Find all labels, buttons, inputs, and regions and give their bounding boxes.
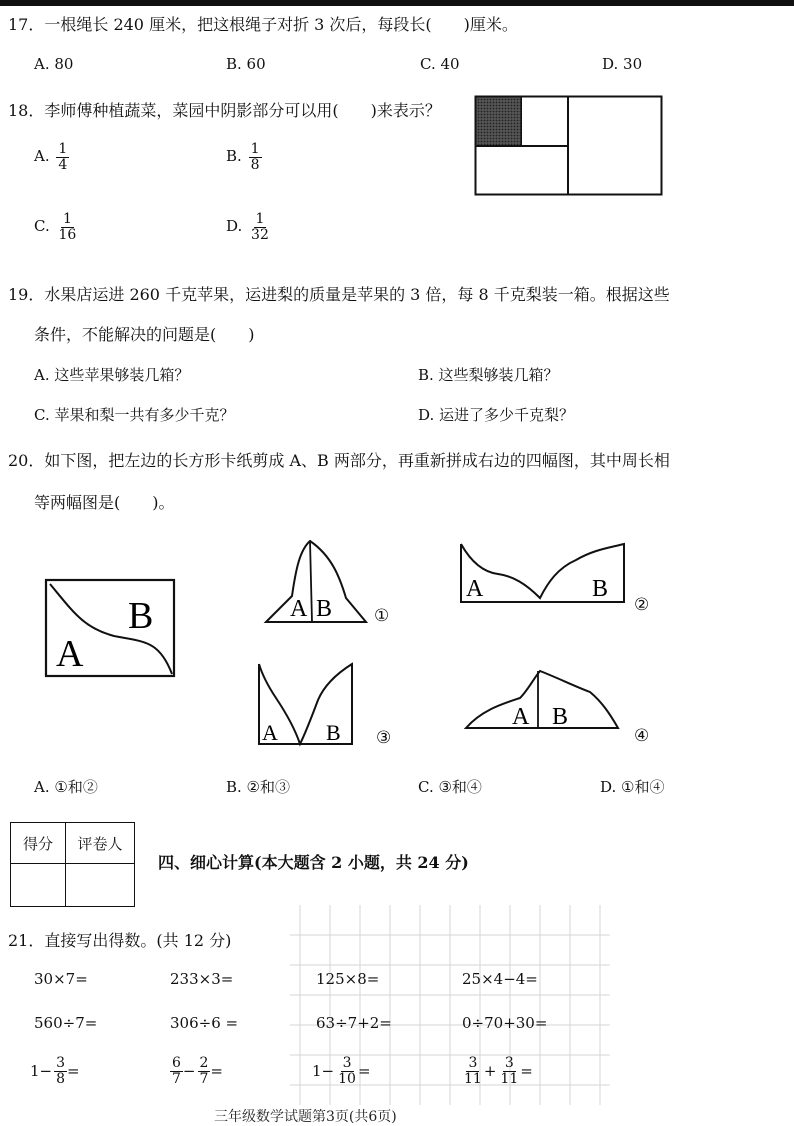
figure-4-a: A [512,704,530,730]
calc-item: 306÷6 = [170,1014,239,1032]
q19-option-c[interactable]: C. 苹果和梨一共有多少千克？ [34,406,235,424]
garden-diagram [474,95,664,197]
q21-stem: 21．直接写出得数。(共 12 分) [8,931,232,950]
piece-b-label: B [128,595,154,637]
calc-item: 30×7= [34,970,88,988]
grader-cell[interactable] [66,864,135,907]
option-label: C. [34,217,50,236]
q20-stem-line2: 等两幅图是( )。 [34,493,175,512]
calc-item-fraction-1: 1− $\frac{3}{8}$ = [30,1055,80,1087]
q19-option-a[interactable]: A. 这些苹果够装几箱？ [34,366,190,384]
fraction: $\frac{1}{8}$ [250,141,260,173]
grader-header: 评卷人 [66,823,135,864]
figure-2-b: B [592,576,609,602]
q17-stem: 17．一根绳长 240 厘米，把这根绳子对折 3 次后，每段长( )厘米。 [8,15,518,34]
figure-1 [262,538,370,626]
q20-option-c[interactable]: C. ③和④ [418,778,482,796]
calc-item: 125×8= [316,970,380,988]
q20-option-b[interactable]: B. ②和③ [226,778,291,796]
score-header: 得分 [11,823,66,864]
figure-1-b: B [316,596,333,622]
fraction: $\frac{1}{16}$ [58,211,77,243]
card-rectangle [44,578,178,680]
option-label: D. [226,217,243,236]
q20-option-a[interactable]: A. ①和② [34,778,98,796]
calc-item: 63÷7+2= [316,1014,392,1032]
q20-option-d[interactable]: D. ①和④ [600,778,665,796]
shaded-region [477,98,521,146]
fraction: $\frac{1}{4}$ [58,141,68,173]
top-border [0,0,794,6]
figure-1-label: ① [374,606,390,626]
q17-option-c[interactable]: C. 40 [420,55,460,73]
q17-option-b[interactable]: B. 60 [226,55,266,73]
q20-stem-line1: 20．如下图，把左边的长方形卡纸剪成 A、B 两部分，再重新拼成右边的四幅图，其中周长相 [8,451,670,470]
q17-option-a[interactable]: A. 80 [34,55,74,73]
q18-option-d[interactable] [226,212,271,242]
q18-option-c[interactable] [34,212,78,242]
q18-option-a[interactable] [34,142,69,172]
figure-4 [462,668,622,732]
q19-stem-line1: 19．水果店运进 260 千克苹果，运进梨的质量是苹果的 3 倍，每 8 千克梨装一箱。根据这些 [8,285,670,304]
score-cell[interactable] [11,864,66,907]
q19-option-d[interactable]: D. 运进了多少千克梨？ [418,406,575,424]
figure-4-label: ④ [634,726,650,746]
q17-option-d[interactable]: D. 30 [602,55,643,73]
calc-item-fraction-3: 1− $\frac{3}{10}$ = [312,1055,371,1087]
score-table [10,822,135,907]
q18-stem: 18．李师傅种植蔬菜，菜园中阴影部分可以用( )来表示？ [8,101,441,120]
figure-3 [256,660,356,748]
calc-item-fraction-4: $\frac{3}{11}$ + $\frac{3}{11}$ = [464,1055,533,1087]
calc-item: 560÷7= [34,1014,98,1032]
q19-stem-line2: 条件，不能解决的问题是( ) [34,325,255,344]
figure-1-a: A [290,596,308,622]
figure-3-b: B [326,720,341,745]
figure-3-label: ③ [376,728,392,748]
section-4-title: 四、细心计算(本大题含 2 小题，共 24 分) [158,853,469,872]
q18-option-b[interactable] [226,142,262,172]
piece-a-label: A [56,633,84,675]
calc-item: 25×4−4= [462,970,538,988]
figure-2 [458,540,628,606]
page-footer: 三年级数学试题第3页(共6页) [214,1109,397,1125]
option-label: B. [226,147,242,166]
calc-item: 0÷70+30= [462,1014,548,1032]
figure-2-label: ② [634,595,650,615]
figure-2-a: A [466,576,484,602]
figure-4-b: B [552,704,569,730]
figure-3-a: A [262,720,278,745]
fraction: $\frac{1}{32}$ [251,211,269,243]
calc-item: 233×3= [170,970,234,988]
option-label: A. [34,147,50,166]
q19-option-b[interactable]: B. 这些梨够装几箱？ [418,366,559,384]
calc-item-fraction-2: $\frac{6}{7}$ − $\frac{2}{7}$ = [172,1055,223,1087]
